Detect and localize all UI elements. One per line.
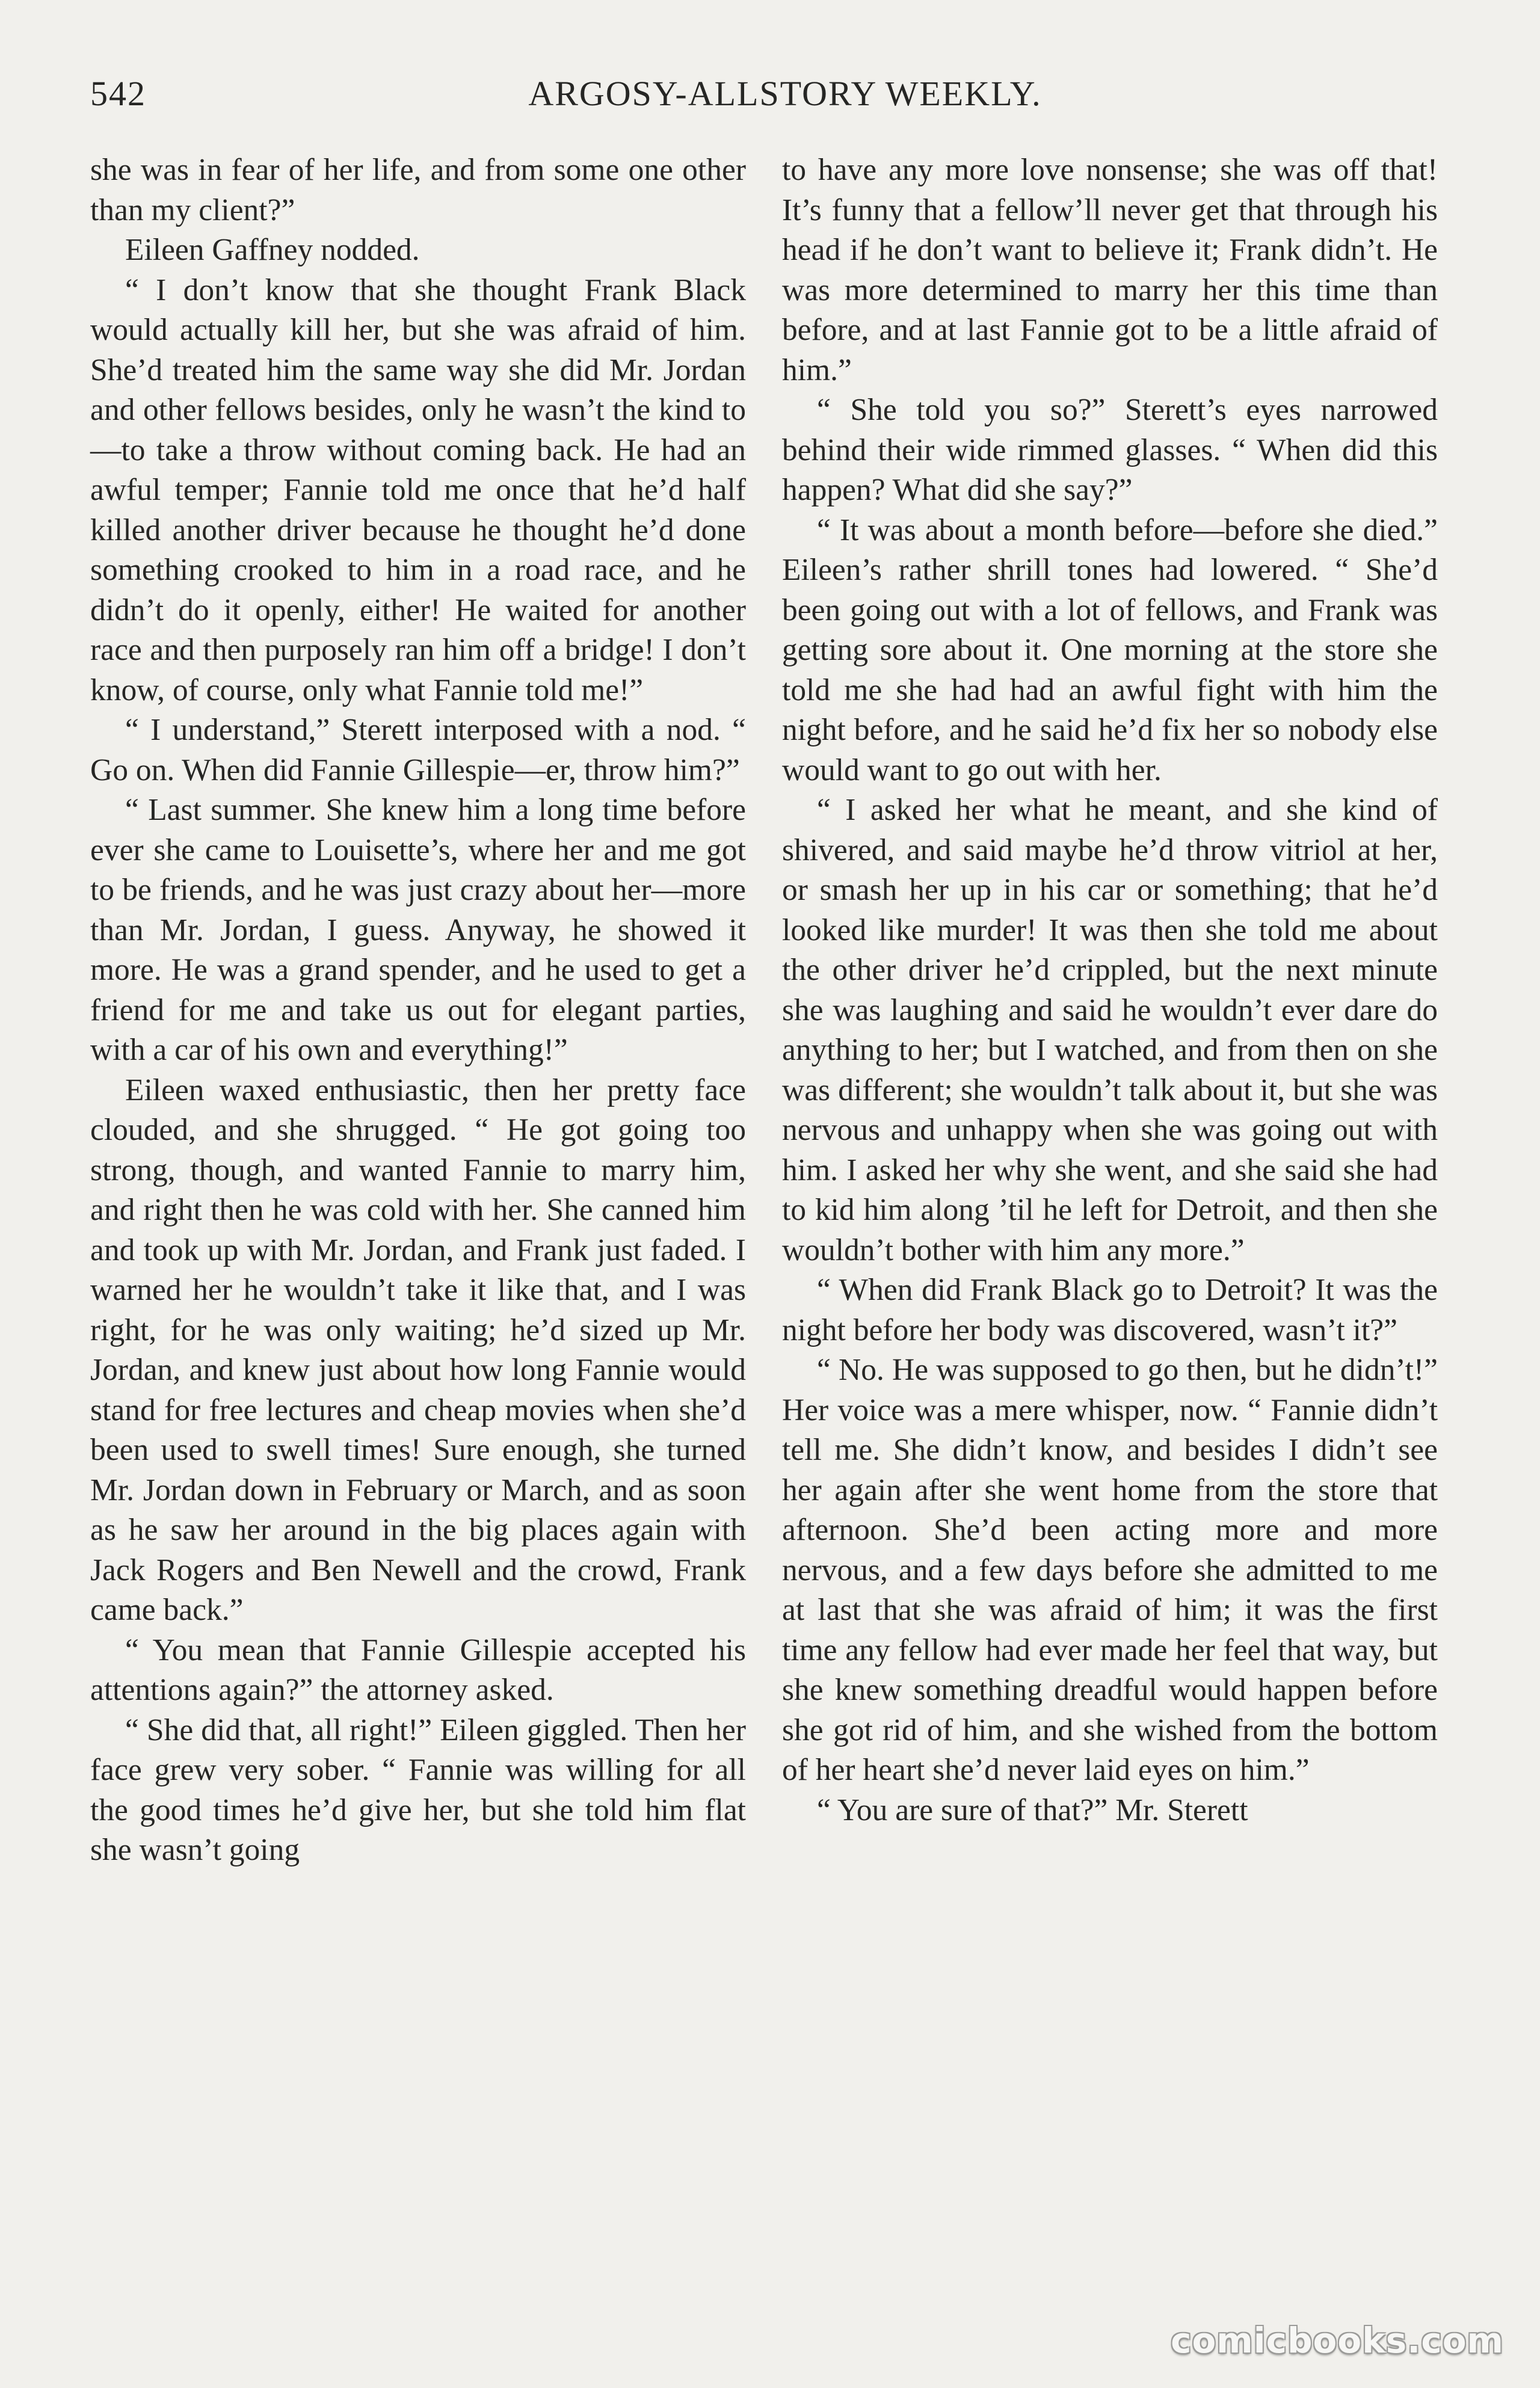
paragraph: to have any more love nonsense; she was off that! It’s funny that a fellow’ll never get that through his head if he don’t want to believe it; Frank didn’t. He was more determined to marry her this time than before, and at last Fannie got to be a little afraid of him.”	[782, 153, 1438, 387]
paragraph: Eileen Gaffney nodded.	[125, 233, 420, 267]
watermark: comicbooks.com	[1171, 2320, 1504, 2361]
paragraph: she was in fear of her life, and from some one other than my client?”	[90, 153, 746, 227]
page-header	[90, 73, 1444, 122]
running-title: ARGOSY-ALLSTORY WEEKLY.	[528, 74, 1042, 113]
page-number: 542	[90, 74, 146, 113]
paragraph: “ I asked her what he meant, and she kind of shivered, and said maybe he’d throw vitriol at her, or smash her up in his car or something; that he’d looked like murder! It was then she told me about the other driver he’d crippled, but the next minute she was laughing and said he wouldn’t ever dare do anything to her; but I watched, and from then on she was different; she wouldn’t talk about it, but she was nervous and unhappy when she was going out with him. I asked her why she went, and she said she had to kid him along ’til he left for Detroit, and then she wouldn’t bother with him any more.”	[782, 793, 1438, 1267]
paragraph: “ It was about a month before—before she died.” Eileen’s rather shrill tones had lowered. “ She’d been going out with a lot of fellows, and Frank was getting sore about it. One morning at the store she told me she had had an awful fight with him the night before, and he said he’d fix her so nobody else would want to go out with her.	[782, 512, 1438, 787]
paragraph: “ Last summer. She knew him a long time before ever she came to Louisette’s, where her and me got to be friends, and he was just crazy about her—more than Mr. Jordan, I guess. Anyway, he showed it more. He was a grand spender, and he used to get a friend for me and take us out for elegant parties, with a car of his own and everything!”	[90, 793, 746, 1067]
right-column	[782, 150, 1438, 1830]
paragraph: “ She told you so?” Sterett’s eyes narrowed behind their wide rimmed glasses. “ When did this happen? What did she say?”	[782, 393, 1438, 507]
paragraph: “ I don’t know that she thought Frank Black would actually kill her, but she was afraid of him. She’d treated him the same way she did Mr. Jordan and other fellows besides, only he wasn’t the kind to—to take a throw without coming back. He had an awful temper; Fannie told me once that he’d half killed another driver because he thought he’d done something crooked to him in a road race, and he didn’t do it openly, either! He waited for another race and then purposely ran him off a bridge! I don’t know, of course, only what Fannie told me!”	[90, 272, 746, 707]
paragraph: “ You mean that Fannie Gillespie accepted his attentions again?” the attorney asked.	[90, 1633, 746, 1707]
paragraph: “ She did that, all right!” Eileen giggled. Then her face grew very sober. “ Fannie was willing for all the good times he’d give her, but she told him flat she wasn’t going	[90, 1713, 746, 1867]
paragraph: “ No. He was supposed to go then, but he didn’t!” Her voice was a mere whisper, now. “ Fannie didn’t tell me. She didn’t know, and besides I didn’t see her again after she went home from the store that afternoon. She’d been acting more and more nervous, and a few days before she admitted to me at last that she was afraid of him; it was the first time any fellow had ever made her feel that way, but she knew something dreadful would happen before she got rid of him, and she wished from the bottom of her heart she’d never laid eyes on him.”	[782, 1353, 1438, 1787]
paragraph: “ I understand,” Sterett interposed with a nod. “ Go on. When did Fannie Gillespie—er, throw him?”	[90, 713, 746, 787]
left-column	[90, 150, 746, 1871]
paragraph: Eileen waxed enthusiastic, then her pretty face clouded, and she shrugged. “ He got going too strong, though, and wanted Fannie to marry him, and right then he was cold with her. She canned him and took up with Mr. Jordan, and Frank just faded. I warned her he wouldn’t take it like that, and I was right, for he was only waiting; he’d sized up Mr. Jordan, and knew just about how long Fannie would stand for free lectures and cheap movies when she’d been used to swell times! Sure enough, she turned Mr. Jordan down in February or March, and as soon as he saw her around in the big places again with Jack Rogers and Ben Newell and the crowd, Frank came back.”	[90, 1072, 746, 1627]
paragraph: “ When did Frank Black go to Detroit? It was the night before her body was discovered, wasn’t it?”	[782, 1273, 1438, 1347]
paragraph: “ You are sure of that?” Mr. Sterett	[817, 1793, 1248, 1827]
